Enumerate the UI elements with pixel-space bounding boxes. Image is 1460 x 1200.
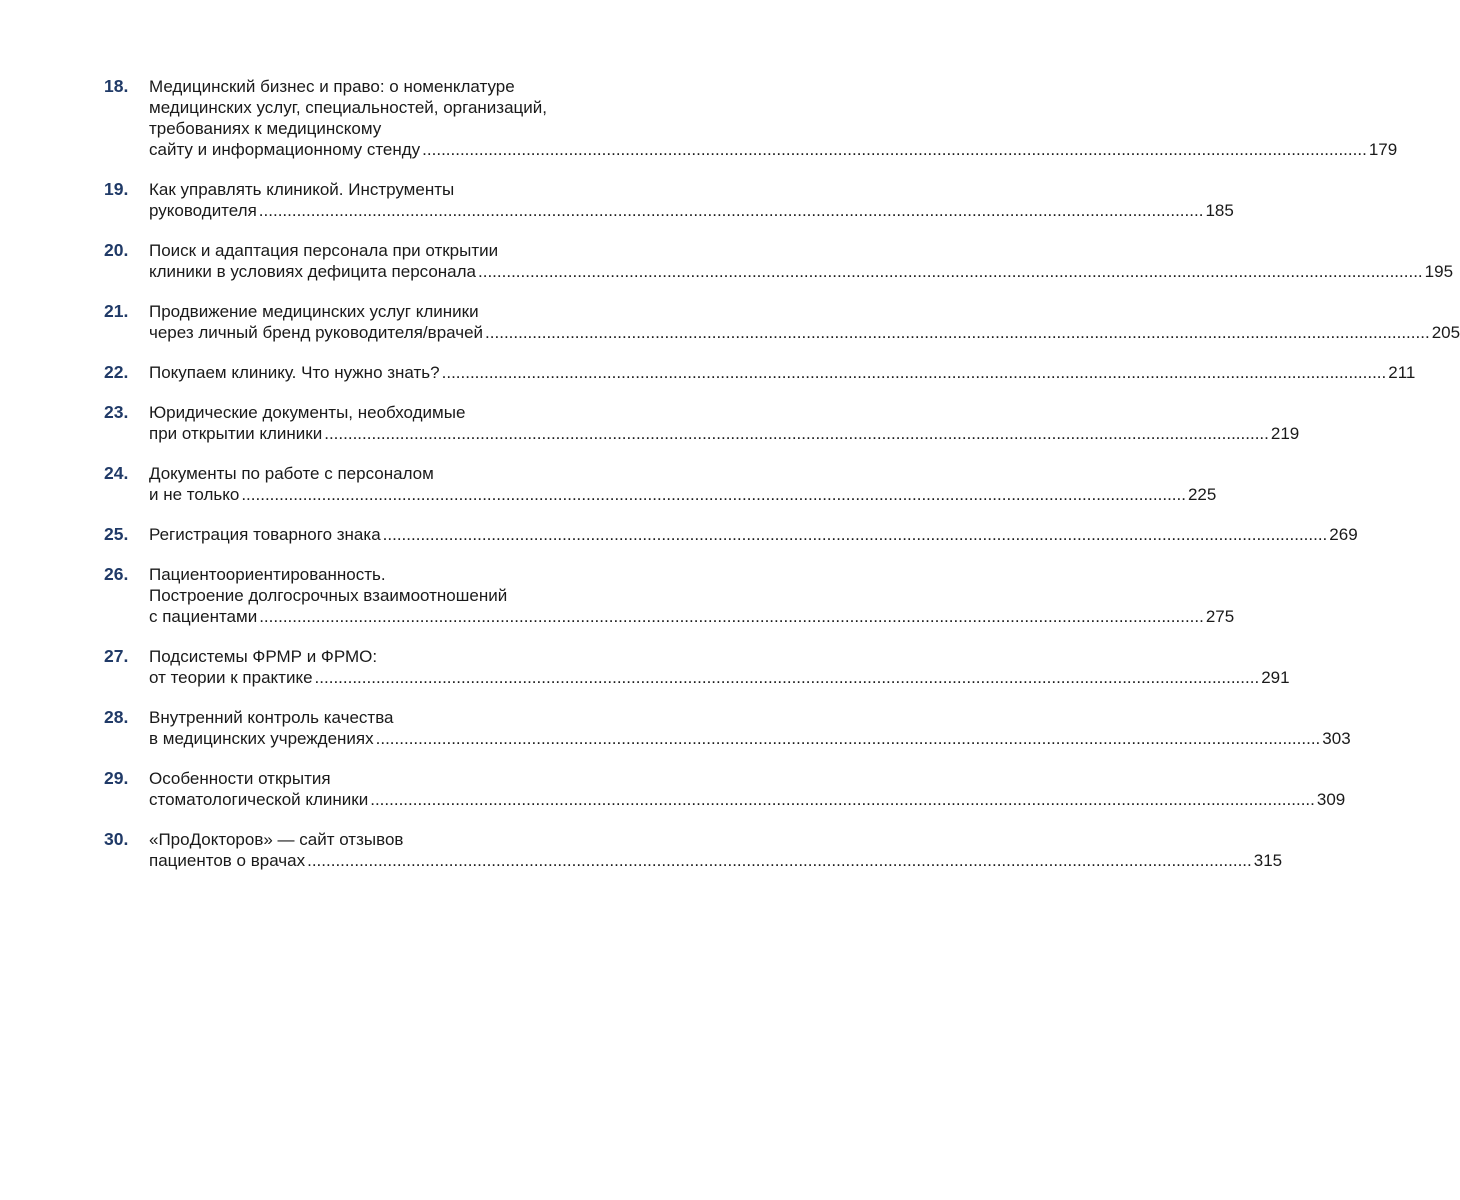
toc-entry-title [149, 179, 1234, 221]
toc-entry-number: 24. [104, 463, 129, 483]
toc-entry-title [149, 829, 1282, 871]
toc-entry [104, 76, 1398, 160]
toc-entry-last-line [149, 200, 1234, 221]
toc-entry [104, 707, 1351, 749]
toc-entry-last-line [149, 728, 1351, 749]
dot-leader: ........................................................................................................................................................................................................ [259, 607, 1204, 626]
toc-entry-page: 195 [1424, 262, 1454, 281]
toc-entry-number: 22. [104, 362, 129, 382]
toc-entry-number: 29. [104, 768, 129, 788]
toc-entry [104, 829, 1283, 871]
toc-entry-title-line: Покупаем клинику. Что нужно знать? [149, 363, 440, 382]
toc-entry-last-line [149, 524, 1358, 545]
toc-entry-title [149, 463, 1216, 505]
toc-entry-title-line: через личный бренд руководителя/врачей [149, 323, 484, 342]
toc-entry-title [149, 707, 1351, 749]
toc-entry-last-line [149, 362, 1415, 383]
dot-leader: ........................................................................................................................................................................................................ [478, 262, 1423, 281]
toc-entry-title-line: с пациентами [149, 607, 258, 626]
toc-entry-title-line: руководителя [149, 201, 257, 220]
toc-entry-title-line: Внутренний контроль качества [149, 708, 394, 727]
toc-entry-title [149, 362, 1415, 383]
dot-leader: ........................................................................................................................................................................................................ [314, 668, 1260, 687]
toc-entry-page: 291 [1261, 668, 1290, 687]
toc-entry-number: 28. [104, 707, 129, 727]
toc-entry-title [149, 524, 1358, 545]
toc-entry-page: 219 [1270, 424, 1300, 443]
toc-entry-title-line: Продвижение медицинских услуг клиники [149, 302, 479, 321]
toc-entry-last-line [149, 261, 1453, 282]
toc-entry-last-line [149, 484, 1216, 505]
toc-entry-number: 23. [104, 402, 129, 422]
toc-entry [104, 646, 1290, 688]
toc-entry-title-line: от теории к практике [149, 668, 313, 687]
toc-entry-title [149, 240, 1453, 282]
dot-leader: ........................................................................................................................................................................................................ [324, 424, 1269, 443]
toc-entry-title-line: при открытии клиники [149, 424, 323, 443]
dot-leader: ........................................................................................................................................................................................................ [422, 140, 1367, 159]
dot-leader: ........................................................................................................................................................................................................ [307, 851, 1252, 870]
toc-entry-number: 20. [104, 240, 129, 260]
table-of-contents [104, 76, 1460, 890]
toc-entry-title-line: требованиях к медицинскому [149, 119, 382, 138]
toc-entry-number: 18. [104, 76, 129, 96]
toc-entry-page: 179 [1368, 140, 1398, 159]
toc-entry [104, 402, 1300, 444]
toc-entry-title-line: Подсистемы ФРМР и ФРМО: [149, 647, 378, 666]
toc-entry-page: 185 [1205, 201, 1234, 220]
toc-entry-title [149, 76, 1397, 160]
toc-entry-number: 19. [104, 179, 129, 199]
toc-entry-title-line: Документы по работе с персоналом [149, 464, 434, 483]
toc-entry-title-line: Регистрация товарного знака [149, 525, 381, 544]
toc-entry-number: 30. [104, 829, 129, 849]
toc-entry-title-line: стоматологической клиники [149, 790, 369, 809]
toc-entry-title-line: медицинских услуг, специальностей, организаций, [149, 98, 547, 117]
toc-entry-title-line: в медицинских учреждениях [149, 729, 374, 748]
toc-entry-number: 25. [104, 524, 129, 544]
toc-entry-title-line: Особенности открытия [149, 769, 331, 788]
dot-leader: ........................................................................................................................................................................................................ [241, 485, 1186, 504]
toc-entry-last-line [149, 789, 1345, 810]
toc-entry-page: 303 [1322, 729, 1351, 748]
toc-entry-page: 225 [1187, 485, 1217, 504]
toc-entry-number: 21. [104, 301, 129, 321]
toc-entry-page: 309 [1316, 790, 1346, 809]
toc-entry [104, 240, 1454, 282]
toc-entry [104, 179, 1234, 221]
toc-entry-title-line: Юридические документы, необходимые [149, 403, 466, 422]
toc-entry-title-line: Медицинский бизнес и право: о номенклатуре [149, 77, 515, 96]
toc-entry-number: 27. [104, 646, 129, 666]
toc-entry [104, 362, 1416, 383]
toc-entry-title [149, 564, 1234, 627]
toc-entry-title [149, 768, 1345, 810]
dot-leader: ........................................................................................................................................................................................................ [370, 790, 1315, 809]
toc-entry [104, 768, 1346, 810]
toc-entry-title-line: «ПроДокторов» — сайт отзывов [149, 830, 404, 849]
toc-entry-last-line [149, 667, 1290, 688]
toc-entry-title-line: сайту и информационному стенду [149, 140, 421, 159]
dot-leader: ........................................................................................................................................................................................................ [258, 201, 1204, 220]
dot-leader: ........................................................................................................................................................................................................ [441, 363, 1387, 382]
toc-entry-title-line: клиники в условиях дефицита персонала [149, 262, 477, 281]
toc-entry-title-line: Поиск и адаптация персонала при открытии [149, 241, 499, 260]
toc-entry-page: 269 [1329, 525, 1358, 544]
dot-leader: ........................................................................................................................................................................................................ [375, 729, 1321, 748]
toc-entry-title-line: Построение долгосрочных взаимоотношений [149, 586, 508, 605]
toc-entry-title-line: и не только [149, 485, 240, 504]
toc-entry-title-line: Пациентоориентированность. [149, 565, 386, 584]
toc-entry-last-line [149, 322, 1460, 343]
toc-entry-title [149, 402, 1299, 444]
toc-entry-last-line [149, 139, 1397, 160]
dot-leader: ........................................................................................................................................................................................................ [485, 323, 1430, 342]
toc-entry-last-line [149, 423, 1299, 444]
toc-entry-title [149, 646, 1290, 688]
toc-entry-page: 315 [1253, 851, 1283, 870]
toc-entry-title-line: Как управлять клиникой. Инструменты [149, 180, 455, 199]
toc-entry-title [149, 301, 1460, 343]
toc-entry [104, 524, 1358, 545]
toc-entry-page: 211 [1388, 363, 1416, 382]
toc-entry-last-line [149, 850, 1282, 871]
toc-entry-number: 26. [104, 564, 129, 584]
toc-entry-page: 275 [1205, 607, 1235, 626]
toc-entry [104, 463, 1217, 505]
toc-entry-title-line: пациентов о врачах [149, 851, 306, 870]
toc-entry-last-line [149, 606, 1234, 627]
dot-leader: ........................................................................................................................................................................................................ [382, 525, 1328, 544]
toc-entry-page: 205 [1431, 323, 1460, 342]
toc-entry [104, 301, 1460, 343]
toc-entry [104, 564, 1235, 627]
